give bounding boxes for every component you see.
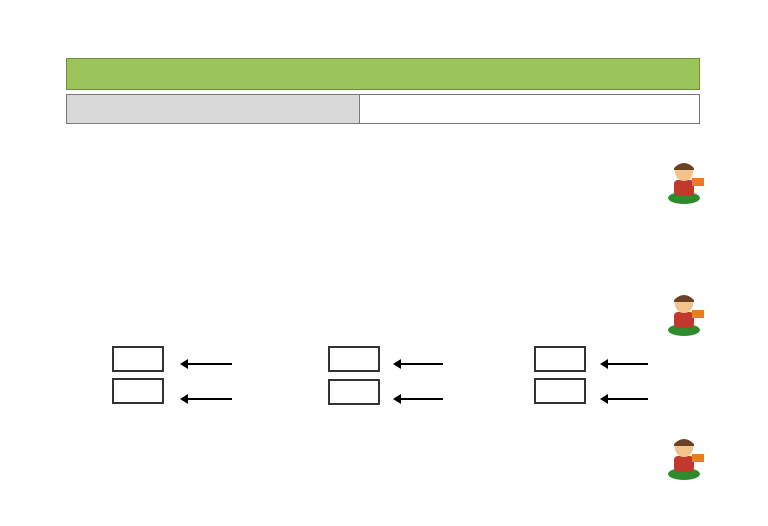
answer-box [328, 346, 380, 372]
student-mascot-icon [662, 434, 706, 482]
arrow-left-icon [393, 392, 443, 406]
student-mascot-icon [662, 290, 706, 338]
worksheet [58, 58, 706, 526]
info-row [66, 94, 700, 124]
arrow-left-icon [600, 357, 648, 371]
skill-label [67, 95, 359, 123]
arrow-left-icon [393, 357, 443, 371]
student-name-field [359, 95, 699, 123]
arrow-left-icon [180, 392, 232, 406]
answer-box [328, 379, 380, 405]
pencil-border-right [738, 0, 760, 526]
pencil-border-top [0, 22, 768, 44]
arrow-left-icon [600, 392, 648, 406]
answer-box [112, 346, 164, 372]
worksheet-title [66, 58, 700, 90]
answer-box [534, 378, 586, 404]
answer-box [534, 346, 586, 372]
student-mascot-icon [662, 158, 706, 206]
answer-box [112, 378, 164, 404]
arrow-left-icon [180, 357, 232, 371]
pencil-border-left [10, 0, 32, 526]
